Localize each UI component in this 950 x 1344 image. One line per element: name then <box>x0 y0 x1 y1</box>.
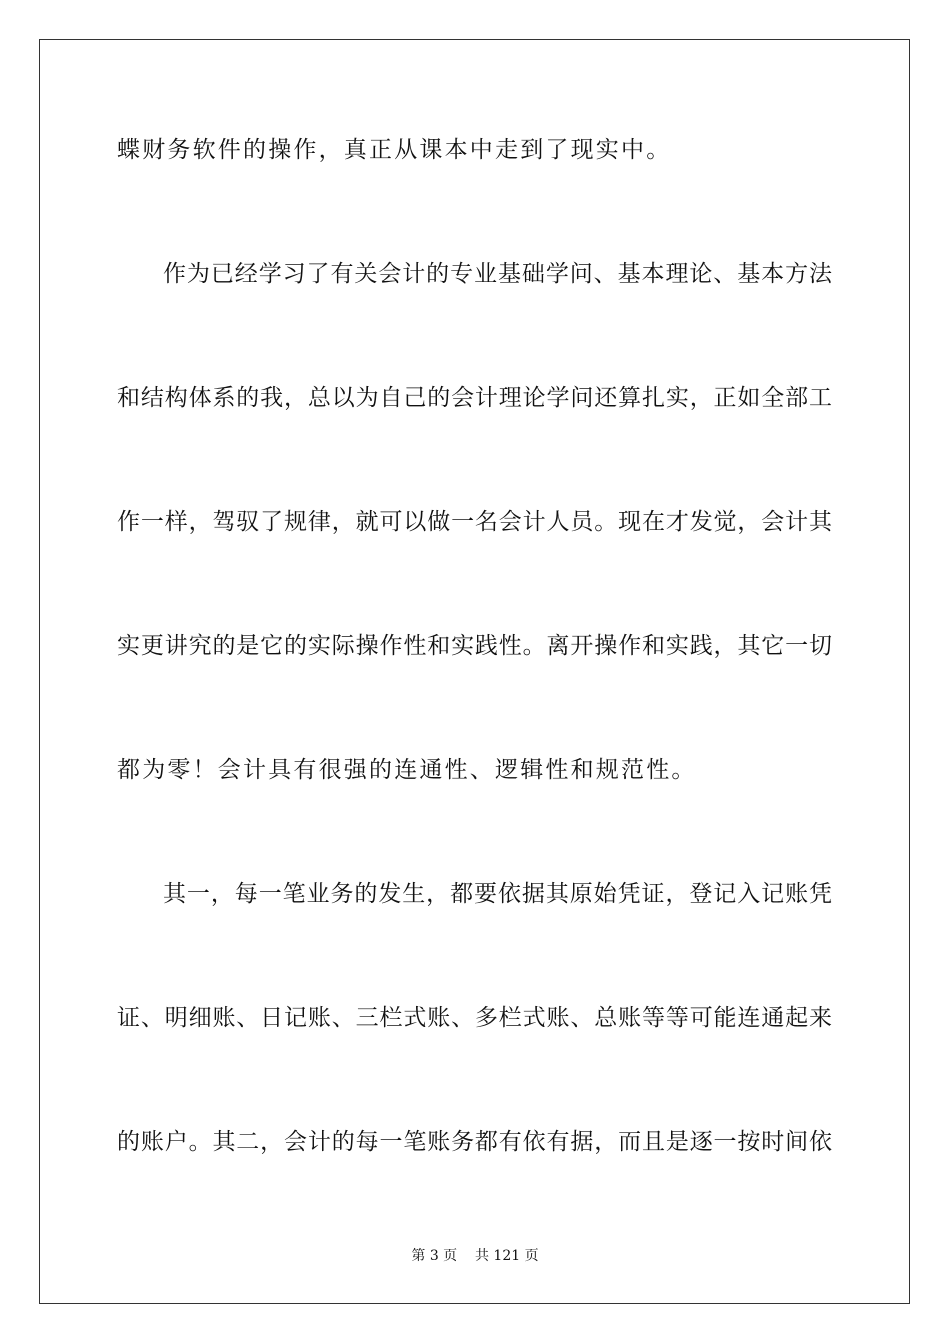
body-line-9: 的账户。其二，会计的每一笔账务都有依有据，而且是逐一按时间依 <box>117 1129 832 1155</box>
body-line-2: 作为已经学习了有关会计的专业基础学问、基本理论、基本方法 <box>163 261 832 287</box>
body-line-3: 和结构体系的我，总以为自己的会计理论学问还算扎实，正如全部工 <box>117 385 832 411</box>
page-border <box>39 39 910 1304</box>
body-line-7: 其一，每一笔业务的发生，都要依据其原始凭证，登记入记账凭 <box>163 881 832 907</box>
body-line-4: 作一样，驾驭了规律，就可以做一名会计人员。现在才发觉，会计其 <box>117 509 832 535</box>
body-line-8: 证、明细账、日记账、三栏式账、多栏式账、总账等等可能连通起来 <box>117 1005 832 1031</box>
body-line-5: 实更讲究的是它的实际操作性和实践性。离开操作和实践，其它一切 <box>117 633 832 659</box>
page-number-footer: 第 3 页 共 121 页 <box>411 1248 539 1264</box>
body-line-1: 蝶财务软件的操作，真正从课本中走到了现实中。 <box>117 137 672 163</box>
body-line-6: 都为零！会计具有很强的连通性、逻辑性和规范性。 <box>117 757 697 783</box>
